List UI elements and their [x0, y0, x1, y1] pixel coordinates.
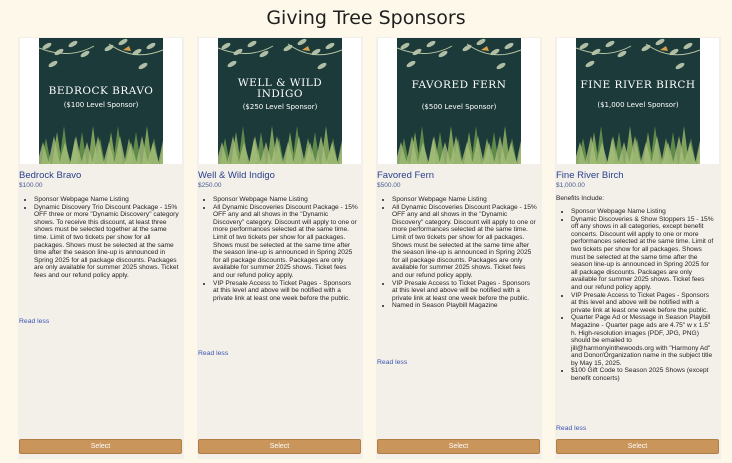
benefit-item: • Dynamic Discoveries & Show Stoppers 15 - 15% off any shows in all categories, except benefit concerts. Discount will apply to one or more performances selected at the same time. Limit of two tickets per show for all packages. Shows must be selected at the same time after the season line-up is announced in Spring 2025 for all package discounts. Packages are only available for summer 2025 shows. Ticket fees and our refund policy apply. — [571, 216, 716, 292]
read-less-link[interactable]: Read less — [198, 350, 229, 357]
image-sponsor-name: FINE RIVER BIRCH — [580, 79, 696, 91]
image-sponsor-level: ($100 Level Sponsor) — [63, 101, 139, 109]
image-sponsor-name: FAVORED FERN — [411, 79, 507, 91]
sponsor-card — [18, 37, 184, 459]
benefit-item: • Sponsor Webpage Name Listing — [34, 196, 179, 204]
sponsor-name: Bedrock Bravo — [19, 170, 82, 181]
benefit-item: • Sponsor Webpage Name Listing — [392, 196, 537, 204]
sponsor-image — [20, 38, 182, 164]
benefit-item: • VIP Presale Access to Ticket Pages - Sponsors at this level and above will be notified with a private link at least one week before the public. — [213, 280, 358, 303]
forest-artwork-icon — [218, 38, 342, 164]
benefit-item: • Named in Season Playbill Magazine — [392, 302, 537, 310]
sponsor-price: $100.00 — [19, 182, 43, 189]
sponsor-price: $250.00 — [198, 182, 222, 189]
forest-artwork-icon — [397, 38, 521, 164]
benefit-item: • VIP Presale Access to Ticket Pages - Sponsors at this level and above will be notified with a private link at least one week before the public. — [571, 292, 716, 315]
sponsor-image — [557, 38, 719, 164]
benefit-item: • Quarter Page Ad or Message in Season Playbill Magazine - Quarter page ads are 4.75" w x 1.5" h. High-resolution images (PDF, JPG, PNG) should be emailed to jill@harmonyinthewoods.org with "Harmony Ad" and Donor/Organization name in the subject title by May 15, 2025. — [571, 314, 716, 367]
sponsor-card — [197, 37, 363, 459]
benefits-list — [556, 208, 716, 383]
sponsor-name: Favored Fern — [377, 170, 435, 181]
read-less-link[interactable]: Read less — [377, 359, 408, 366]
sponsor-price: $500.00 — [377, 182, 401, 189]
benefits-list — [198, 196, 358, 302]
image-sponsor-name: BEDROCK BRAVO — [48, 85, 154, 97]
image-sponsor-level: ($1,000 Level Sponsor) — [597, 101, 679, 109]
select-button[interactable]: Select — [19, 439, 182, 454]
sponsor-name: Fine River Birch — [556, 170, 624, 181]
read-less-link[interactable]: Read less — [19, 318, 50, 325]
benefit-item: • VIP Presale Access to Ticket Pages - Sponsors at this level and above will be notified with a private link at least one week before the public. — [392, 280, 537, 303]
benefit-item: • Sponsor Webpage Name Listing — [571, 208, 716, 216]
benefit-item: • All Dynamic Discoveries Discount Package - 15% OFF any and all shows in the "Dynamic Discovery" category. Discount will apply to one or more performances selected at the same time. Limit of two tickets per show for all packages. Shows must be selected at the same time after the season line-up is announced in Spring 2025 for all package discounts. Packages are only available for summer 2025 shows. Ticket fees and our refund policy apply. — [392, 204, 537, 280]
page-title: Giving Tree Sponsors — [266, 7, 466, 29]
benefit-item: • $100 Gift Code to Season 2025 Shows (except benefit concerts) — [571, 367, 716, 382]
benefits-label: Benefits Include: — [556, 195, 605, 202]
sponsor-image — [378, 38, 540, 164]
sponsor-card — [376, 37, 542, 459]
sponsor-price: $1,000.00 — [556, 182, 585, 189]
benefit-item: • Sponsor Webpage Name Listing — [213, 196, 358, 204]
benefit-item: • Dynamic Discovery Trio Discount Package - 15% OFF three or more "Dynamic Discovery" category shows. To receive this discount, at least three shows must be selected together at the same time. Limit of two tickets per show for all packages. Shows must be selected at the same time after the season line-up is announced in Spring 2025 for all package discounts. Packages are only available for summer 2025 shows. Ticket fees and our refund policy apply. — [34, 204, 179, 280]
sponsor-image — [199, 38, 361, 164]
sponsor-card — [555, 37, 721, 459]
image-sponsor-level: ($500 Level Sponsor) — [421, 103, 497, 111]
select-button[interactable]: Select — [198, 439, 361, 454]
benefits-list — [377, 196, 537, 310]
image-sponsor-name: WELL & WILD INDIGO — [237, 77, 323, 100]
benefit-item: • All Dynamic Discoveries Discount Package - 15% OFF any and all shows in the "Dynamic Discovery" category. Discount will apply to one or more performances selected at the same time. Limit of two tickets per show for all packages. Shows must be selected at the same time after the season line-up is announced in Spring 2025 for all package discounts. Packages are only available for summer 2025 shows. Ticket fees and our refund policy apply. — [213, 204, 358, 280]
image-sponsor-level: ($250 Level Sponsor) — [242, 103, 318, 111]
read-less-link[interactable]: Read less — [556, 425, 587, 432]
benefits-list — [19, 196, 179, 280]
select-button[interactable]: Select — [556, 439, 719, 454]
sponsor-name: Well & Wild Indigo — [198, 170, 275, 181]
select-button[interactable]: Select — [377, 439, 540, 454]
